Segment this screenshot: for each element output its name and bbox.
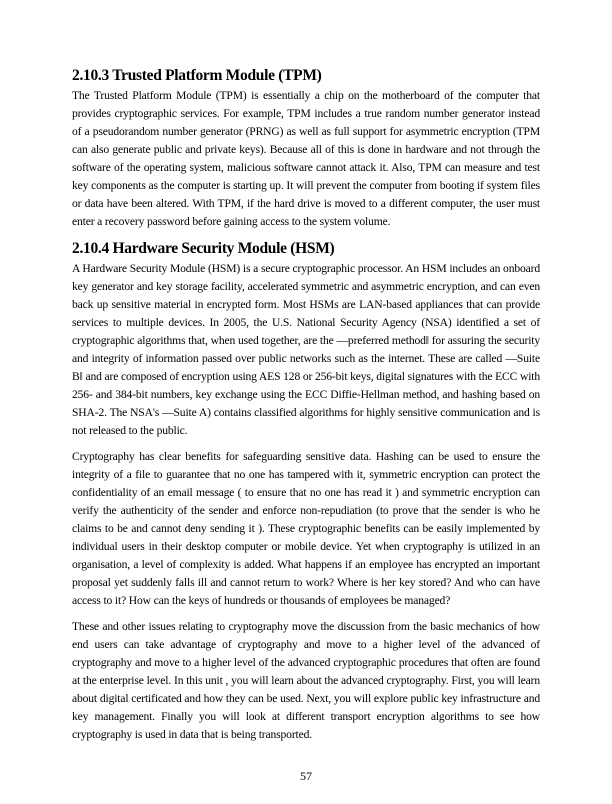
paragraph-hsm: A Hardware Security Module (HSM) is a secure cryptographic processor. An HSM includes an onboard key generator and key storage facility, accelerated symmetric and asymmetric encryption, and can even back up sensitive material in encrypted form. Most HSMs are LAN-based appliances that can provide services to multiple devices. In 2005, the U.S. National Security Agency (NSA) identified a set of cryptographic algorithms that, when used together, are the —preferred method‖ for assuring the security and integrity of information passed over public networks such as the internet. These are called —Suite B‖ and are composed of encryption using AES 128 or 256-bit keys, digital signatures with the ECC with 256- and 384-bit numbers, key exchange using the ECC Diffie-Hellman method, and hashing based on SHA-2. The NSA's —Suite A) contains classified algorithms for highly sensitive communication and is not released to the public. [72, 262, 540, 437]
document-page [72, 0, 540, 744]
section-hsm [72, 239, 540, 744]
paragraph-tpm: The Trusted Platform Module (TPM) is essentially a chip on the motherboard of the computer that provides cryptographic services. For example, TPM includes a true random number generator instead of a pseudorandom number generator (PRNG) as well as full support for asymmetric encryption (TPM can also generate public and private keys). Because all of this is done in hardware and not through the software of the operating system, malicious software cannot attack it. Also, TPM can measure and test key components as the computer is starting up. It will prevent the computer from booting if system files or data have been altered. With TPM, if the hard drive is moved to a different computer, the user must enter a recovery password before gaining access to the system volume. [72, 89, 540, 228]
section-heading-tpm: 2.10.3 Trusted Platform Module (TPM) [72, 67, 322, 84]
section-tpm [72, 66, 540, 231]
paragraph-unit-overview: These and other issues relating to cryptography move the discussion from the basic mechanics of how end users can take advantage of cryptography and move to a higher level of the advanced of cryptography and move to a higher level of the advanced cryptographic procedures that often are found at the enterprise level. In this unit , you will learn about the advanced cryptography. First, you will learn about digital certificated and how they can be used. Next, you will explore public key infrastructure and key management. Finally you will look at different transport encryption algorithms to see how cryptography is used in data that is being transported. [72, 620, 540, 741]
paragraph-cryptography-benefits: Cryptography has clear benefits for safeguarding sensitive data. Hashing can be used to ensure the integrity of a file to guarantee that no one has tampered with it, symmetric encryption can protect the confidentiality of an email message ( to ensure that no one has read it ) and symmetric encryption can verify the authenticity of the sender and enforce non-repudiation (to prove that the sender is who he claims to be and cannot deny sending it ). These cryptographic benefits can be easily implemented by individual users in their desktop computer or mobile device. Yet when cryptography is utilized in an organisation, a level of complexity is added. What happens if an employee has encrypted an important proposal yet suddenly falls ill and cannot return to work? Where is her key stored? And who can have access to it? How can the keys of hundreds or thousands of employees be managed? [72, 450, 540, 607]
section-heading-hsm: 2.10.4 Hardware Security Module (HSM) [72, 240, 335, 257]
page-number: 57 [300, 769, 312, 783]
